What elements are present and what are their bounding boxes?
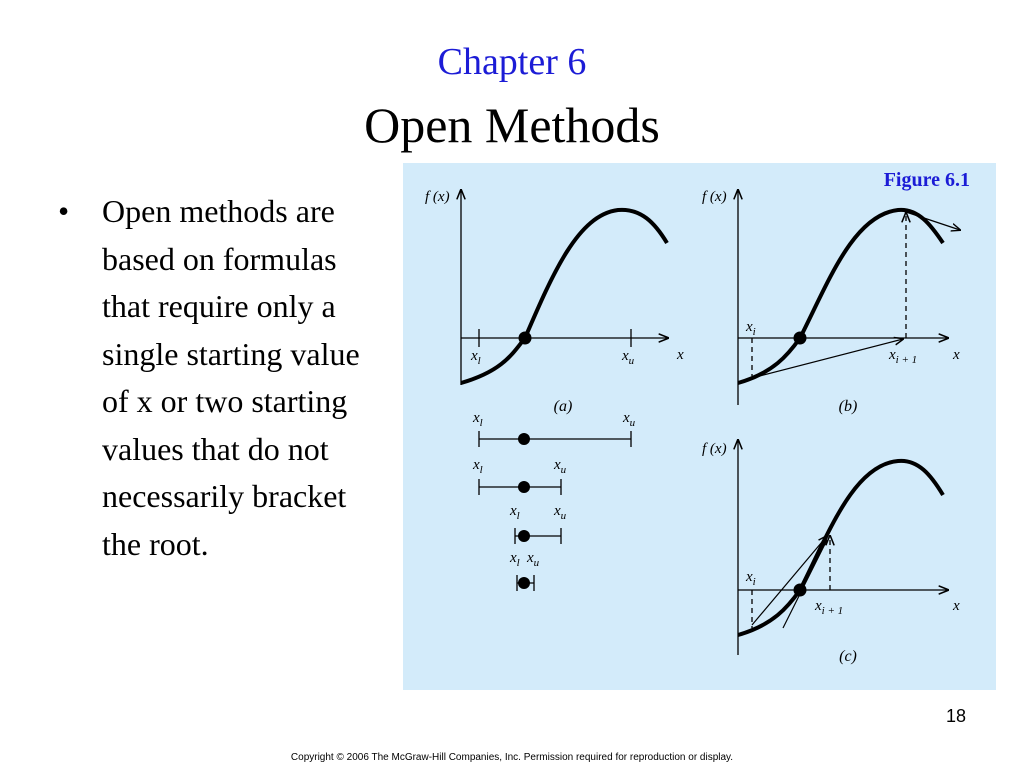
panel-c-xlabel: x: [953, 598, 960, 614]
bullet-item: [58, 188, 388, 568]
panel-c-slope: [783, 540, 827, 628]
panel-b-xlabel: x: [953, 347, 960, 363]
panel-c-ylabel: f (x): [702, 441, 727, 457]
svg-text:xu: $x_u$: [554, 457, 567, 476]
panel-a-iteration: [472, 410, 636, 447]
panel-a-curve: [461, 210, 667, 383]
panel-b-caption: (b): [838, 398, 858, 415]
panel-c-xi-label: $x_i$: [746, 569, 756, 588]
panel-c-caption: (c): [839, 648, 857, 665]
panel-a-caption: (a): [553, 398, 573, 415]
bullet-list: [58, 188, 388, 568]
panel-c: [702, 440, 960, 665]
svg-text:xu: $x_u$: [554, 503, 567, 522]
panel-b-ylabel: f (x): [702, 189, 727, 205]
svg-text:xu: $x_u$: [623, 410, 636, 429]
panel-a-iteration: [509, 550, 540, 591]
panel-a-ylabel: f (x): [425, 189, 450, 205]
svg-text:xl: $x_l$: [473, 410, 483, 429]
panel-a-lower-label: $x_l$: [471, 348, 481, 367]
svg-text:xl: $x_l$: [473, 457, 483, 476]
panel-a-upper-label: $x_u$: [622, 348, 635, 367]
bullet-icon: •: [58, 193, 70, 229]
panel-a-iteration: [509, 503, 567, 544]
panel-b-xi-label: $x_i$: [746, 319, 756, 338]
panel-a: [425, 189, 684, 591]
panel-b-root-point: [794, 332, 807, 345]
page-number: 18: [945, 706, 966, 726]
panel-a-xlabel: x: [677, 347, 684, 363]
figure-panel: [403, 163, 996, 690]
figure-label: Figure 6.1: [883, 169, 970, 191]
panel-a-iteration: [472, 457, 567, 495]
figure-diagram: [403, 163, 996, 690]
slide-title: Open Methods: [364, 97, 660, 153]
panel-a-root-point: [519, 332, 532, 345]
panel-b: [702, 189, 960, 415]
svg-text:xu: $x_u$: [527, 550, 540, 569]
panel-b-xi1-label: $x_{i + 1}$: [889, 347, 918, 366]
svg-text:xl: $x_l$: [510, 550, 520, 569]
panel-c-xi1-label: $x_{i + 1}$: [815, 598, 844, 617]
copyright-notice: Copyright © 2006 The McGraw-Hill Companies, Inc. Permission required for reproduction or display.: [290, 752, 734, 763]
bullet-text: Open methods are based on formulas that require only a single starting value of x or two starting values that do not necessarily bracket the root.: [102, 193, 360, 562]
chapter-heading: Chapter 6: [437, 41, 587, 83]
svg-text:xl: $x_l$: [510, 503, 520, 522]
panel-b-secant: [748, 339, 903, 379]
